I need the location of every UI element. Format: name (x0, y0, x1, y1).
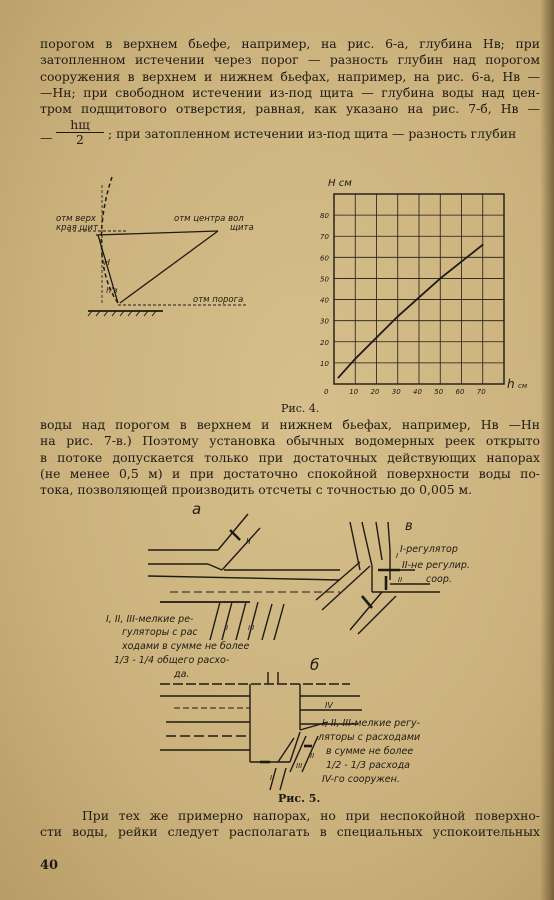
note-a-line: да. (174, 669, 190, 680)
text-line: ; при затопленном истечении из-под щита — разность глубин (108, 126, 517, 141)
label-sill: отм порога (193, 295, 244, 305)
series-point (376, 337, 378, 339)
x-axis-label: h (507, 377, 515, 391)
x-tick-label: 60 (455, 388, 465, 396)
x-tick-label: 50 (434, 388, 444, 396)
note-b-line: I, II, III-мелкие регу- (322, 718, 421, 729)
note-v1: I-регулятор (400, 544, 458, 555)
roman-II-v: II (398, 576, 403, 584)
text-line: сти воды, рейки следует располагать в специальных успокоительных (40, 824, 540, 840)
roman-I-b: I (270, 774, 273, 782)
y-tick-label: 50 (320, 275, 329, 284)
fig4-gate-sketch (56, 165, 288, 315)
text-line: тром подщитового отверстия, равная, как указано на рис. 7-б, Нв — (40, 101, 540, 117)
label-a: а (192, 500, 202, 518)
note-v2-line: соор. (426, 574, 452, 585)
series-point (337, 377, 339, 379)
y-tick-label: 40 (320, 296, 329, 305)
note-a-line: 1/3 - 1/4 общего расхо- (114, 655, 230, 666)
formula-fraction (56, 118, 104, 147)
label-h: H (104, 258, 111, 267)
fig5-caption: Рис. 5. (278, 792, 321, 805)
roman-I-v: I (396, 552, 399, 560)
x-tick-label: 0 (324, 388, 329, 396)
text-line: на рис. 7-в.) Поэтому установка обычных водомерных реек открыто (40, 433, 540, 449)
fig5-drawing (100, 500, 540, 790)
paragraph-bottom (40, 808, 540, 841)
note-a-line: ходами в сумме не более (122, 641, 250, 652)
text-line: (не менее 0,5 м) и при достаточно спокойной поверхности воды по- (40, 465, 540, 481)
y-tick-label: 10 (320, 359, 329, 368)
note-a-line: гуляторы с рас (122, 627, 198, 638)
gate-arc (101, 177, 118, 303)
label-v: в (405, 519, 413, 534)
roman-II-b: II (310, 752, 315, 760)
formula-line: — hщ 2 ; при затопленном истечении из-под щита — разность глубин (40, 118, 540, 152)
y-tick-label: 70 (320, 233, 329, 242)
roman-IV-b: IV (325, 701, 333, 710)
arm-bottom (120, 231, 218, 303)
fig4-chart (310, 172, 540, 397)
paragraph-middle (40, 417, 540, 498)
note-b (317, 718, 421, 785)
text-line: в потоке допускается только при достаточных действующих напорах (40, 449, 540, 465)
label-top-edge-2: края щит (56, 223, 99, 233)
roman-III-b: III (296, 762, 303, 770)
series-point (418, 297, 420, 299)
label-center-1: отм центра вол (174, 214, 244, 224)
label-b: б (310, 656, 320, 674)
x-tick-label: 20 (370, 388, 380, 396)
label-top-edge-1: отм верх (56, 214, 96, 224)
text-line: —Нн; при свободном истечении из-под щита — глубина воды над цен- (40, 84, 540, 100)
x-tick-label: 10 (349, 388, 359, 396)
page-number: 40 (40, 858, 59, 873)
series-point (461, 261, 463, 263)
x-tick-label: 70 (476, 388, 486, 396)
series-point (482, 244, 484, 246)
label-hs: h'з (106, 286, 118, 295)
note-b-line: в сумме не более (326, 746, 414, 757)
roman-III-a: III (248, 624, 255, 632)
y-tick-label: 60 (320, 254, 329, 263)
x-tick-label: 30 (391, 388, 401, 396)
page-spine-shadow (540, 0, 554, 900)
text-line: При тех же примерно напорах, но при неспокойной поверхно- (82, 808, 540, 823)
series-point (439, 278, 441, 280)
series-point (397, 316, 399, 318)
formula-denominator: 2 (76, 132, 84, 147)
formula-numerator: hщ (56, 118, 104, 133)
y-tick-label: 20 (320, 338, 329, 347)
roman-I-a: I (226, 624, 229, 632)
note-a-line: I, II, III-мелкие ре- (106, 614, 194, 625)
label-center-2: щита (230, 223, 254, 233)
fig4-caption: Рис. 4. (281, 402, 320, 415)
note-b-line: 1/2 - 1/3 расхода (326, 760, 410, 771)
note-v2-line: II-не регулир. (402, 560, 470, 571)
x-axis-unit: см (518, 382, 528, 390)
paragraph-top (40, 36, 540, 117)
y-tick-label: 80 (320, 212, 329, 221)
y-axis-label: Н см (328, 178, 352, 189)
diagram-v (316, 519, 440, 634)
note-b-line: IV-го сооружен. (322, 774, 400, 785)
text-line: сооружения в верхнем и нижнем бьефах, например, на рис. 6-а, Нв — (40, 68, 540, 84)
roman-II-a: II (246, 537, 251, 546)
text-line: тока, позволяющей производить отсчеты с точностью до 0,005 м. (40, 482, 473, 498)
note-b-line: ляторы с расходами (318, 732, 421, 743)
y-tick-label: 30 (320, 317, 329, 326)
x-tick-label: 40 (413, 388, 422, 396)
series-point (354, 358, 356, 360)
text-line: затопленном истечении через порог — разность глубин над порогом (40, 52, 540, 68)
text-line: воды над порогом в верхнем и нижнем бьефах, например, Нв —Нн (40, 417, 540, 432)
arm-top (96, 231, 218, 235)
text-line: порогом в верхнем бьефе, например, на рис. 6-а, глубина Нв; при (40, 36, 540, 51)
